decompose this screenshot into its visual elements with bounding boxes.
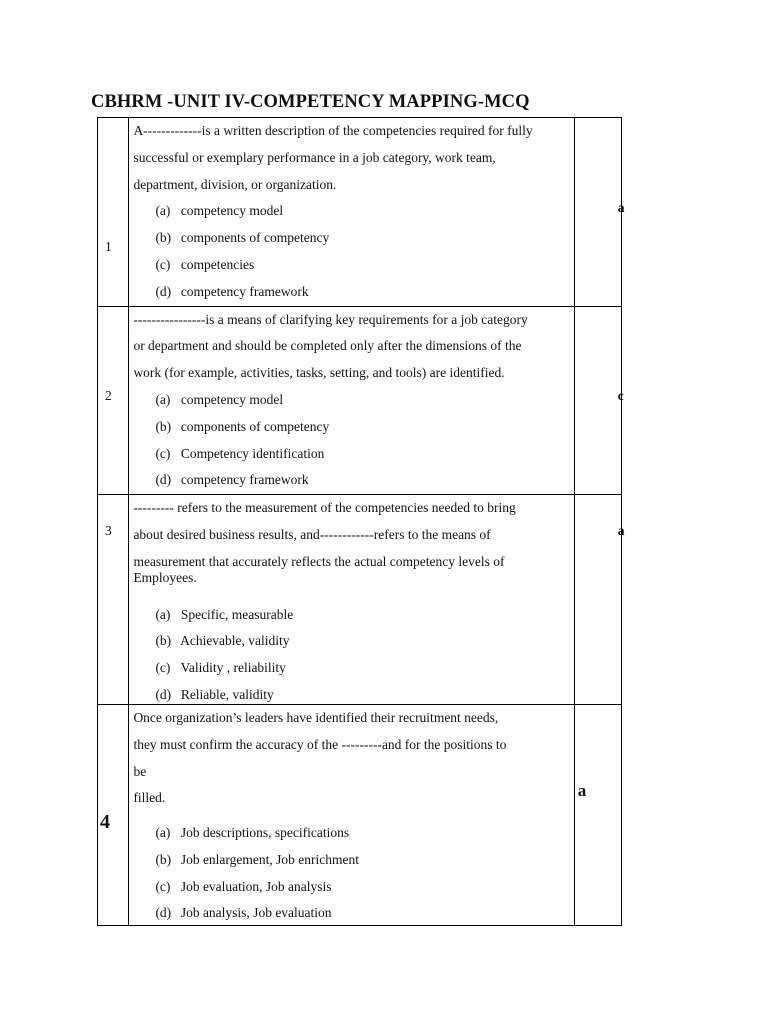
options-list bbox=[133, 602, 569, 704]
question-number-cell bbox=[98, 704, 129, 925]
answer-value: c bbox=[617, 387, 624, 403]
option-label: (c) bbox=[155, 878, 171, 894]
option-text: Achievable, validity bbox=[180, 633, 290, 649]
option-item bbox=[133, 628, 569, 655]
option-text: competency framework bbox=[180, 472, 309, 488]
question-number-cell bbox=[98, 495, 129, 705]
question-number: 3 bbox=[105, 523, 112, 539]
options-list bbox=[133, 198, 569, 305]
question-cell bbox=[129, 306, 574, 495]
option-text: competency framework bbox=[180, 283, 309, 299]
option-label: (b) bbox=[155, 418, 172, 434]
answer-cell bbox=[574, 495, 625, 705]
option-item bbox=[133, 225, 569, 252]
answer-value: a bbox=[577, 780, 587, 800]
option-text: Job evaluation, Job analysis bbox=[180, 878, 332, 894]
option-label: (c) bbox=[155, 445, 171, 461]
option-text: competencies bbox=[180, 256, 255, 272]
option-text: Specific, measurable bbox=[180, 606, 294, 622]
table-row bbox=[98, 118, 622, 307]
option-text: Job descriptions, specifications bbox=[180, 825, 350, 841]
question-number: 2 bbox=[105, 387, 112, 403]
option-text: Validity , reliability bbox=[180, 660, 286, 676]
option-item bbox=[133, 414, 569, 441]
option-label: (a) bbox=[155, 203, 171, 219]
option-text: components of competency bbox=[180, 230, 330, 246]
options-list bbox=[133, 820, 569, 924]
option-text: Competency identification bbox=[180, 445, 325, 461]
answer-cell bbox=[574, 704, 621, 925]
option-label: (a) bbox=[155, 391, 171, 407]
question-text: Employees. bbox=[133, 569, 197, 585]
option-label: (b) bbox=[155, 851, 172, 867]
option-text: Reliable, validity bbox=[180, 686, 274, 702]
question-number-cell bbox=[98, 306, 129, 495]
option-label: (d) bbox=[155, 686, 172, 702]
option-item bbox=[133, 682, 569, 704]
option-text: Job enlargement, Job enrichment bbox=[180, 851, 360, 867]
page-title: CBHRM -UNIT IV-COMPETENCY MAPPING-MCQ bbox=[91, 92, 530, 112]
option-label: (d) bbox=[155, 283, 172, 299]
table-row bbox=[98, 495, 622, 705]
option-label: (b) bbox=[155, 230, 172, 246]
question-text: successful or exemplary performance in a job category, work team, bbox=[133, 149, 496, 165]
question-text: they must confirm the accuracy of the ---------and for the positions to bbox=[133, 736, 507, 752]
question-text: department, division, or organization. bbox=[133, 176, 337, 192]
question-cell bbox=[129, 704, 574, 925]
question-text: or department and should be completed only after the dimensions of the bbox=[133, 338, 522, 354]
option-text: components of competency bbox=[180, 418, 330, 434]
option-item bbox=[133, 602, 569, 629]
option-item bbox=[133, 467, 569, 494]
question-text: A-------------is a written description of the competencies required for fully bbox=[133, 123, 533, 138]
table-row bbox=[98, 306, 622, 495]
option-label: (b) bbox=[155, 633, 172, 649]
option-item bbox=[133, 279, 569, 306]
option-item bbox=[133, 441, 569, 468]
option-item bbox=[133, 820, 569, 847]
option-item bbox=[133, 847, 569, 874]
question-cell bbox=[129, 495, 574, 705]
question-text: about desired business results, and------------refers to the means of bbox=[133, 526, 491, 542]
answer-value: a bbox=[617, 523, 625, 539]
question-cell bbox=[129, 118, 574, 307]
option-item bbox=[133, 874, 569, 901]
mcq-table bbox=[97, 117, 625, 926]
option-label: (c) bbox=[155, 256, 171, 272]
option-item bbox=[133, 252, 569, 279]
table-row bbox=[98, 704, 622, 925]
option-item bbox=[133, 198, 569, 225]
answer-value: a bbox=[617, 200, 625, 215]
question-text: ----------------is a means of clarifying key requirements for a job category bbox=[133, 311, 528, 327]
option-text: Job analysis, Job evaluation bbox=[180, 904, 332, 920]
option-text: competency model bbox=[180, 391, 284, 407]
option-item bbox=[133, 901, 569, 925]
answer-cell bbox=[574, 306, 624, 495]
question-text: measurement that accurately reflects the actual competency levels of bbox=[133, 553, 505, 569]
option-label: (d) bbox=[155, 472, 172, 488]
option-label: (a) bbox=[155, 606, 171, 622]
option-text: competency model bbox=[180, 203, 284, 219]
question-text: --------- refers to the measurement of the competencies needed to bring bbox=[133, 500, 516, 516]
answer-cell bbox=[574, 118, 625, 307]
option-label: (c) bbox=[155, 660, 171, 676]
option-item bbox=[133, 387, 569, 414]
question-text: Once organization’s leaders have identified their recruitment needs, bbox=[133, 709, 499, 725]
question-number: 4 bbox=[100, 810, 110, 833]
question-text: filled. bbox=[133, 790, 166, 806]
option-item bbox=[133, 655, 569, 682]
question-text: work (for example, activities, tasks, setting, and tools) are identified. bbox=[133, 365, 505, 381]
option-label: (a) bbox=[155, 825, 171, 841]
question-text: be bbox=[133, 763, 147, 779]
option-label: (d) bbox=[155, 904, 172, 920]
options-list bbox=[133, 387, 569, 494]
question-number-cell bbox=[98, 118, 129, 307]
question-number: 1 bbox=[105, 239, 112, 254]
